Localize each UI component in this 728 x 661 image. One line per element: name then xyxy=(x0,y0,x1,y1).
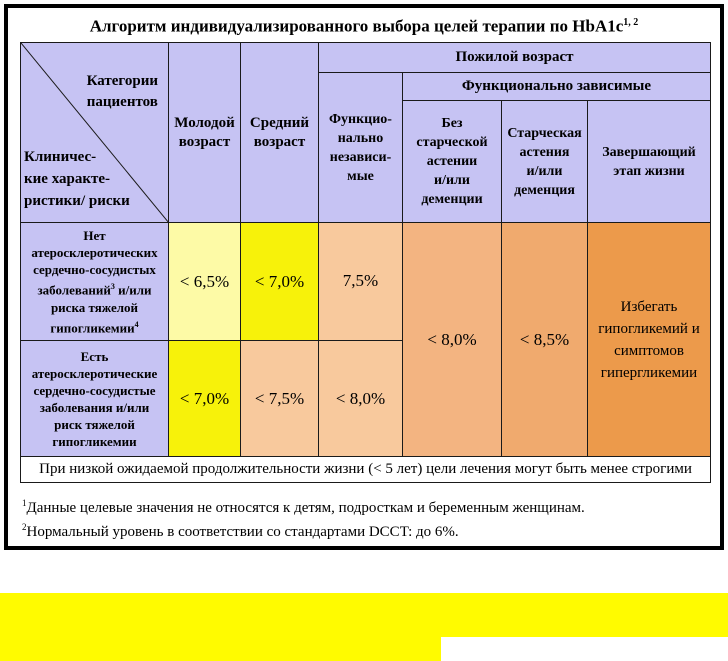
title-superscript: 1, 2 xyxy=(623,17,639,28)
header-middle: Средний возраст xyxy=(241,43,319,223)
figure-frame xyxy=(4,4,724,550)
target-ascvd-young: < 7,0% xyxy=(169,341,241,457)
hba1c-targets-table xyxy=(20,42,711,483)
target-no-ascvd-func-independent: 7,5% xyxy=(319,223,403,341)
header-elderly: Пожилой возраст xyxy=(319,43,711,73)
target-ascvd-middle: < 7,5% xyxy=(241,341,319,457)
header-clinical-risks: Клиничес- кие характе- ристики/ риски xyxy=(24,149,130,209)
target-ascvd-func-independent: < 8,0% xyxy=(319,341,403,457)
row-label-with-ascvd: Есть атеросклеротические сердечно-сосудистые заболевания и/или риск тяжелой гипогликемии xyxy=(21,341,169,457)
header-end-of-life: Завершающий этап жизни xyxy=(588,101,711,223)
header-no-frailty: Без старческой астении и/или деменции xyxy=(403,101,502,223)
header-young: Молодой возраст xyxy=(169,43,241,223)
target-end-of-life: Избегать гипогликемий и симптомов гипергликемии xyxy=(588,223,711,457)
table-title xyxy=(8,8,720,40)
note-life-expectancy: При низкой ожидаемой продолжительности жизни (< 5 лет) цели лечения могут быть менее строгими xyxy=(21,457,711,483)
row-label-no-ascvd: Нет атеросклеротических сердечно-сосудистых заболеваний$^3$ и/или риска тяжелой гипогликемии$^4$ xyxy=(21,223,169,341)
diagonal-header-cell xyxy=(21,43,169,223)
target-no-ascvd-middle: < 7,0% xyxy=(241,223,319,341)
target-frailty: < 8,5% xyxy=(502,223,588,457)
footnote-1: $^1$Данные целевые значения не относятся к детям, подросткам и беременным женщинам. xyxy=(22,498,585,516)
footnote-2: $^2$Нормальный уровень в соответствии со стандартами DCCT: до 6%. xyxy=(22,522,459,540)
header-functionally-dependent: Функционально зависимые xyxy=(403,73,711,101)
title-text: Алгоритм индивидуализированного выбора целей терапии по HbA1c xyxy=(89,16,624,36)
header-functionally-independent: Функцио- нально независи- мые xyxy=(319,73,403,223)
white-box xyxy=(441,637,728,661)
target-no-ascvd-young: < 6,5% xyxy=(169,223,241,341)
header-patient-categories: Категории пациентов xyxy=(86,73,158,110)
target-no-frailty: < 8,0% xyxy=(403,223,502,457)
header-frailty: Старческая астения и/или деменция xyxy=(502,101,588,223)
